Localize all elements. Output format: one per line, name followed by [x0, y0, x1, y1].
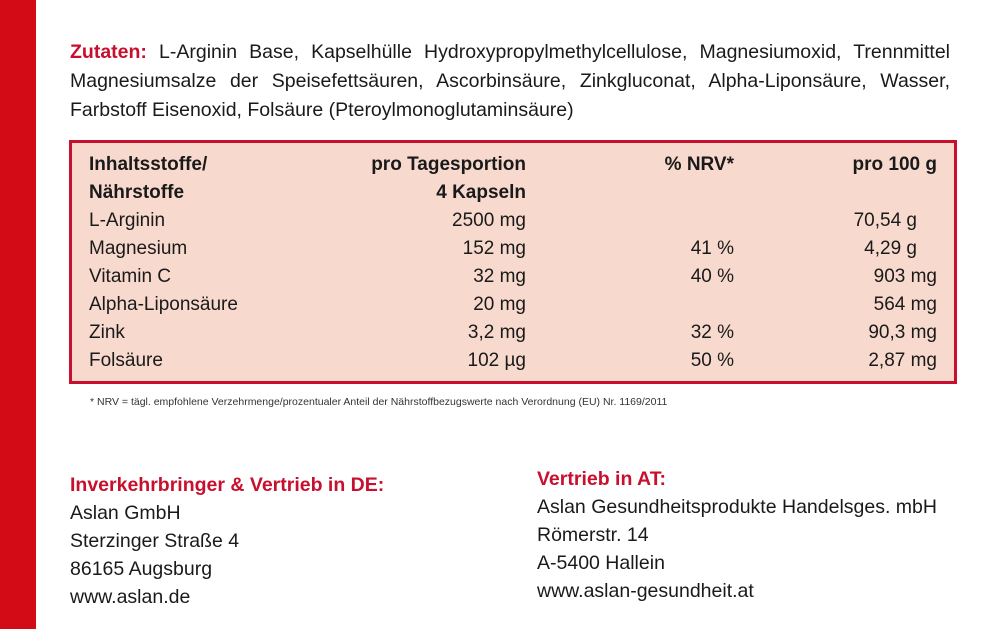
- row-name: Alpha-Liponsäure: [89, 294, 238, 315]
- distributor-de-website[interactable]: www.aslan.de: [70, 586, 191, 608]
- ingredients-label: Zutaten:: [70, 41, 147, 63]
- row-daily: 3,2 mg: [467, 322, 526, 343]
- row-per100: 4,29 g: [864, 238, 917, 259]
- distributor-de-company: Aslan GmbH: [70, 502, 181, 524]
- distributor-de-street: Sterzinger Straße 4: [70, 530, 240, 552]
- distributor-de-block: [70, 471, 384, 611]
- row-name: Folsäure: [89, 350, 163, 371]
- row-name: Magnesium: [89, 238, 188, 259]
- header-nutrients: Nährstoffe: [89, 182, 185, 203]
- header-nrv: % NRV*: [664, 154, 734, 175]
- row-name: Zink: [89, 322, 125, 343]
- distributor-de-heading: Inverkehrbringer & Vertrieb in DE:: [70, 474, 385, 496]
- ingredients-text: L-Arginin Base, Kapselhülle Hydroxypropylmethylcellulose, Magnesiumoxid, Trennmittel Magnesiumsalze der Speisefettsäuren, Ascorbinsäure, Zinkgluconat, Alpha-Liponsäure, Wasser, Farbstoff Eisenoxid, Folsäure (Pteroylmonoglutaminsäure): [70, 41, 951, 121]
- row-daily: 2500 mg: [452, 210, 526, 231]
- header-ingredients: Inhaltsstoffe/: [89, 154, 208, 175]
- row-per100: 70,54 g: [853, 210, 917, 231]
- row-nrv: 32 %: [690, 322, 734, 343]
- row-nrv: 40 %: [690, 266, 734, 287]
- row-name: L-Arginin: [89, 210, 166, 231]
- row-daily: 20 mg: [473, 294, 526, 315]
- row-per100: 903 mg: [873, 266, 937, 287]
- ingredients-paragraph: [70, 38, 950, 125]
- nutrition-table: [69, 140, 957, 384]
- header-daily-portion: pro Tagesportion: [371, 154, 526, 175]
- distributor-at-heading: Vertrieb in AT:: [537, 468, 666, 490]
- row-daily: 102 µg: [467, 350, 526, 371]
- distributor-at-block: [537, 465, 937, 605]
- row-name: Vitamin C: [89, 266, 172, 287]
- header-per-100g: pro 100 g: [852, 154, 937, 175]
- row-per100: 2,87 mg: [868, 350, 937, 371]
- row-per100: 90,3 mg: [868, 322, 937, 343]
- distributor-de-city: 86165 Augsburg: [70, 558, 213, 580]
- header-capsules: 4 Kapseln: [436, 182, 526, 203]
- row-daily: 32 mg: [473, 266, 526, 287]
- nrv-footnote: * NRV = tägl. empfohlene Verzehrmenge/prozentualer Anteil der Nährstoffbezugswerte nach Verordnung (EU) Nr. 1169/2011: [90, 396, 668, 408]
- row-daily: 152 mg: [462, 238, 526, 259]
- row-nrv: 50 %: [690, 350, 734, 371]
- red-side-stripe: [0, 0, 36, 629]
- row-nrv: 41 %: [690, 238, 734, 259]
- distributor-at-company: Aslan Gesundheitsprodukte Handelsges. mbH: [537, 496, 937, 518]
- distributor-at-street: Römerstr. 14: [537, 524, 649, 546]
- distributor-at-website[interactable]: www.aslan-gesundheit.at: [537, 580, 754, 602]
- row-per100: 564 mg: [873, 294, 937, 315]
- distributor-at-city: A-5400 Hallein: [537, 552, 665, 574]
